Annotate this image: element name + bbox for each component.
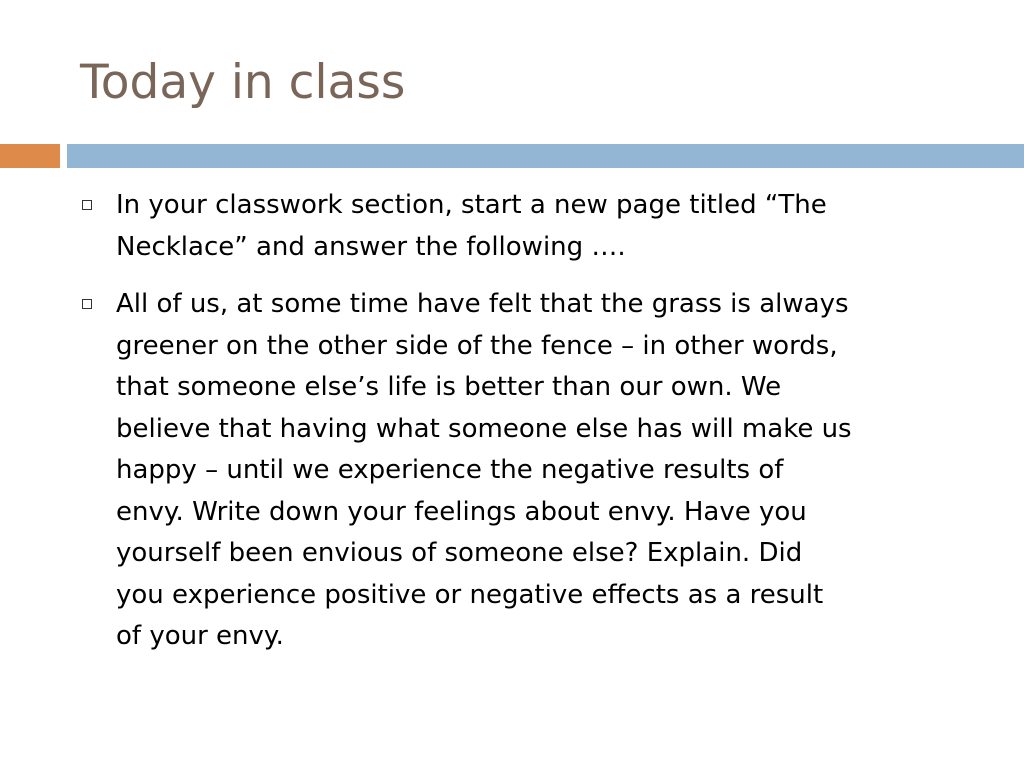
accent-bar-blue xyxy=(67,144,1024,168)
bullet-list xyxy=(78,185,978,674)
bullet-item-prompt xyxy=(78,284,978,658)
hollow-square-icon xyxy=(82,299,92,309)
bullet-item-instructions xyxy=(78,185,978,268)
hollow-square-icon xyxy=(82,200,92,210)
accent-bar-orange xyxy=(0,144,60,168)
slide-title: Today in class xyxy=(80,55,406,110)
bullet-text: In your classwork section, start a new page titled “The Necklace” and answer the following …. xyxy=(116,190,827,262)
bullet-text: All of us, at some time have felt that the grass is always greener on the other side of the fence – in other words, that someone else’s life is better than our own. We believe that having what someone else has will make us happy – until we experience the negative results of envy. Write down your feelings about envy. Have you yourself been envious of someone else? Explain. Did you experience positive or negative effects as a result of your envy. xyxy=(116,289,852,651)
